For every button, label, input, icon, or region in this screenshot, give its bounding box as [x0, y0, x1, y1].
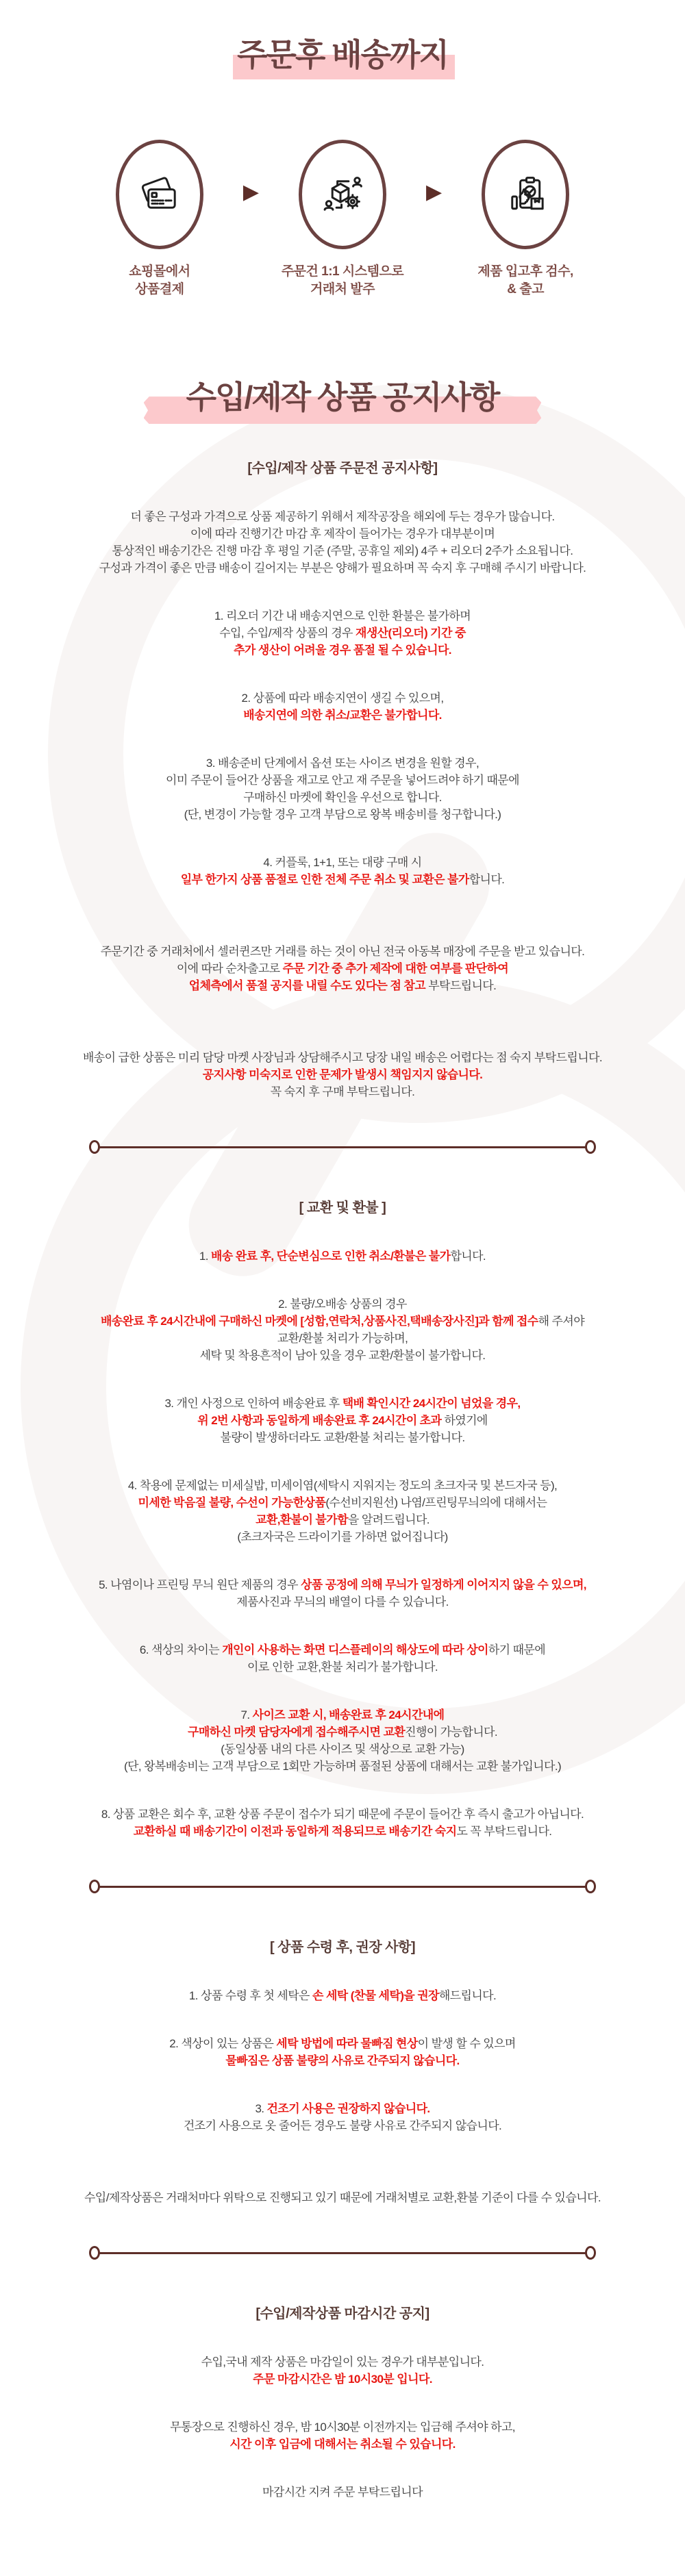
arrow-right-icon: ▶	[426, 180, 443, 203]
text-segment: 배송이 급한 상품은 미리 담당 마켓 사장님과 상담해주시고 당장 내일 배송은 어렵다는 점 숙지 부탁드립니다.	[82, 1051, 602, 1065]
text-segment: 택배 확인시간 24시간이 넘었을 경우,	[342, 1397, 521, 1411]
text-segment: 교환,환불이 불가함	[256, 1513, 348, 1527]
divider-ring-icon	[89, 1140, 100, 1154]
notice-paragraph	[27, 1296, 658, 1364]
text-segment: 부탁드립니다.	[428, 979, 497, 993]
notice-paragraph	[27, 2484, 658, 2501]
text-segment: 이에 따라 순차출고로	[176, 962, 283, 976]
order-process-diagram	[27, 140, 658, 299]
text-segment: 4. 커플룩, 1+1, 또는 대량 구매 시	[263, 856, 422, 870]
section-divider	[89, 2246, 596, 2260]
text-segment: 재생산(리오더) 기간 중	[356, 627, 466, 640]
text-segment: 꼭 숙지 후 구매 부탁드립니다.	[270, 1085, 415, 1099]
section-header: [ 상품 수령 후, 권장 사항]	[269, 1940, 416, 1956]
text-segment: 3. 배송준비 단계에서 옵션 또는 사이즈 변경을 원할 경우,	[206, 757, 480, 770]
text-segment: 수입/제작상품은 거래처마다 위탁으로 진행되고 있기 때문에 거래처별로 교환,환불 기준이 다를 수 있습니다.	[84, 2191, 601, 2205]
process-step-order-system	[263, 140, 422, 299]
divider-ring-icon	[89, 1880, 100, 1893]
text-segment: 2. 색상이 있는 상품은	[169, 2037, 277, 2051]
notice-paragraph	[27, 1641, 658, 1676]
text-segment: 1. 상품 수령 후 첫 세탁은	[188, 1989, 313, 2003]
text-segment: 7.	[240, 1708, 253, 1722]
step-label-line1: 제품 입고후 검수,	[477, 264, 573, 279]
step-circle	[116, 140, 203, 249]
text-segment: 건조기 사용으로 옷 줄어든 경우도 불량 사유로 간주되지 않습니다.	[183, 2119, 502, 2133]
text-segment: 통상적인 배송기간은 진행 마감 후 평일 기준 (주말, 공휴일 제외) 4주 + 리오더 2주가 소요됩니다.	[112, 544, 573, 558]
text-segment: (수선비지원선) 나염/프린팅무늬의에 대해서는	[325, 1496, 547, 1510]
text-segment: 일부 한가지 상품 품절로 인한 전체 주문 취소 및 교환은 불가	[180, 873, 469, 887]
text-segment: 사이즈 교환 시, 배송완료 후 24시간내에	[252, 1708, 445, 1722]
text-segment: 미세한 박음질 불량, 수선이 가능한상품	[138, 1496, 326, 1510]
notice-paragraph	[27, 1049, 658, 1100]
step-label-line2: 거래처 발주	[310, 282, 375, 297]
notice-paragraph	[27, 943, 658, 994]
credit-card-icon	[134, 169, 185, 220]
text-segment: (동일상품 내의 다른 사이즈 및 색상으로 교환 가능)	[221, 1743, 464, 1756]
text-segment: 1.	[199, 1250, 212, 1263]
text-segment: 주문 기간 중 추가 제작에 대한 여부를 판단하여	[282, 962, 509, 976]
page-title-wrap	[237, 38, 448, 73]
notice-paragraph	[27, 1477, 658, 1545]
divider-ring-icon	[585, 2246, 596, 2260]
page-title: 주문후 배송까지	[237, 37, 448, 73]
order-system-icon	[317, 169, 368, 220]
text-segment: 배송지연에 의한 취소/교환은 불가합니다.	[243, 709, 442, 722]
notice-paragraph	[27, 1395, 658, 1446]
text-segment: 구성과 가격이 좋은 만큼 배송이 길어지는 부분은 양해가 필요하며 꼭 숙지 후 구매해 주시기 바랍니다.	[99, 561, 586, 575]
text-segment: 8. 상품 교환은 회수 후, 교환 상품 주문이 접수가 되기 때문에 주문이 들어간 후 즉시 출고가 아닙니다.	[101, 1808, 584, 1821]
notice-sections	[27, 457, 658, 2501]
text-segment: 공지사항 미숙지로 인한 문제가 발생시 책임지지 않습니다.	[202, 1068, 483, 1082]
text-segment: 손 세탁 (찬물 세탁)을 권장	[312, 1989, 439, 2003]
divider-line	[99, 1886, 586, 1888]
text-segment: (초크자국은 드라이기를 가하면 없어집니다)	[237, 1530, 448, 1544]
step-label	[263, 263, 422, 299]
text-segment: 이 발생 할 수 있으며	[417, 2037, 516, 2051]
step-circle	[482, 140, 569, 249]
step-label-line1: 쇼핑몰에서	[129, 264, 190, 279]
text-segment: 합니다.	[450, 1250, 486, 1263]
text-segment: 더 좋은 구성과 가격으로 상품 제공하기 위해서 제작공장을 해외에 두는 경우가 많습니다.	[130, 510, 555, 524]
text-segment: (단, 변경이 가능할 경우 고객 부담으로 왕복 배송비를 청구합니다.)	[184, 808, 501, 822]
notice-paragraph	[27, 1576, 658, 1611]
inspection-icon	[500, 169, 551, 220]
text-segment: 교환/환불 처리가 가능하며,	[277, 1332, 408, 1346]
notice-paragraph	[27, 1806, 658, 1840]
text-segment: 시간 이후 입금에 대해서는 취소될 수 있습니다.	[229, 2438, 456, 2451]
text-segment: 3. 개인 사정으로 인하여 배송완료 후	[164, 1397, 342, 1411]
text-segment: 상품 공정에 의해 무늬가 일정하게 이어지지 않을 수 있으며,	[301, 1578, 586, 1592]
text-segment: 구매하신 마켓에 확인을 우선으로 합니다.	[243, 791, 442, 805]
text-segment: 추가 생산이 어려울 경우 품절 될 수 있습니다.	[234, 644, 451, 657]
text-segment: 주문 마감시간은 밤 10시30분 입니다.	[253, 2373, 432, 2386]
notice-paragraph	[27, 508, 658, 577]
text-segment: 3.	[255, 2102, 267, 2116]
notice-paragraph	[27, 2189, 658, 2206]
text-segment: (단, 왕복배송비는 고객 부담으로 1회만 가능하며 품절된 상품에 대해서는 교환 불가입니다.)	[123, 1760, 562, 1773]
arrow-right-icon: ▶	[242, 180, 259, 203]
text-segment: 세탁 방법에 따라 물빠짐 현상	[276, 2037, 418, 2051]
section-divider	[89, 1140, 596, 1154]
divider-line	[99, 1146, 586, 1148]
text-segment: 합니다.	[469, 873, 505, 887]
text-segment: 위 2번 사항과 동일하게 배송완료 후 24시간이 초과	[197, 1414, 445, 1428]
divider-ring-icon	[89, 2246, 100, 2260]
notice-paragraph	[27, 690, 658, 724]
text-segment: 교환하실 때 배송기간이 이전과 동일하게 적용되므로 배송기간 숙지	[133, 1825, 457, 1839]
text-segment: 배송 완료 후, 단순변심으로 인한 취소/환불은 불가	[211, 1250, 451, 1263]
text-segment: 이에 따라 진행기간 마감 후 제작이 들어가는 경우가 대부분이며	[190, 527, 495, 541]
text-segment: 주문기간 중 거래처에서 셀러퀸즈만 거래를 하는 것이 아닌 전국 아동복 매장에 주문을 받고 있습니다.	[100, 945, 585, 959]
step-label	[80, 263, 239, 299]
notice-paragraph	[27, 1987, 658, 2004]
notice-paragraph	[27, 2100, 658, 2134]
text-segment: 물빠짐은 상품 불량의 사유로 간주되지 않습니다.	[225, 2054, 460, 2068]
text-segment: 1. 리오더 기간 내 배송지연으로 인한 환불은 불가하며	[214, 609, 471, 623]
text-segment: 하였기에	[444, 1414, 488, 1428]
step-label-line1: 주문건 1:1 시스템으로	[281, 264, 404, 279]
text-segment: 이미 주문이 들어간 상품을 재고로 안고 재 주문을 넣어드려야 하기 때문에	[166, 774, 519, 787]
notice-paragraph	[27, 755, 658, 823]
text-segment: 수입, 수입/제작 상품의 경우	[219, 627, 356, 640]
text-segment: 제품사진과 무늬의 배열이 다를 수 있습니다.	[236, 1595, 449, 1609]
text-segment: 도 꼭 부탁드립니다.	[456, 1825, 552, 1839]
step-label-line2: 상품결제	[135, 282, 184, 297]
text-segment: 2. 불량/오배송 상품의 경우	[278, 1298, 407, 1311]
notice-paragraph	[27, 1706, 658, 1775]
text-segment: 해드립니다.	[438, 1989, 497, 2003]
notice-paragraph	[27, 607, 658, 659]
text-segment: 2. 상품에 따라 배송지연이 생길 수 있으며,	[241, 692, 444, 705]
section-header: [수입/제작 상품 주문전 공지사항]	[247, 461, 438, 477]
text-segment: 4. 착용에 문제없는 미세실밥, 미세이염(세탁시 지워지는 정도의 초크자국 및 본드자국 등),	[127, 1479, 558, 1493]
divider-line	[99, 2252, 586, 2254]
section-header: [수입/제작상품 마감시간 공지]	[256, 2306, 429, 2322]
text-segment: 마감시간 지켜 주문 부탁드립니다	[262, 2486, 423, 2499]
text-segment: 해 주셔야	[538, 1315, 585, 1328]
text-segment: 업체측에서 품절 공지를 내릴 수도 있다는 점 참고	[188, 979, 429, 993]
notice-title-block	[27, 380, 658, 415]
section-header: [ 교환 및 환불 ]	[299, 1200, 386, 1216]
text-segment: 5. 나염이나 프린팅 무늬 원단 제품의 경우	[99, 1578, 301, 1592]
step-label-line2: & 출고	[507, 282, 544, 297]
text-segment: 무통장으로 진행하신 경우, 밤 10시30분 이전까지는 입금해 주셔야 하고,	[170, 2421, 515, 2434]
notice-paragraph	[27, 2035, 658, 2069]
step-label	[446, 263, 605, 299]
text-segment: 수입,국내 제작 상품은 마감일이 있는 경우가 대부분입니다.	[201, 2356, 484, 2369]
divider-ring-icon	[585, 1880, 596, 1893]
text-segment: 개인이 사용하는 화면 디스플레이의 해상도에 따라 상이	[222, 1643, 488, 1657]
text-segment: 이로 인한 교환,환불 처리가 불가합니다.	[247, 1660, 438, 1674]
text-segment: 세탁 및 착용흔적이 남아 있을 경우 교환/환불이 불가합니다.	[199, 1349, 486, 1363]
text-segment: 진행이 가능합니다.	[405, 1726, 497, 1739]
text-segment: 불량이 발생하더라도 교환/환불 처리는 불가합니다.	[220, 1431, 465, 1445]
text-segment: 을 알려드립니다.	[347, 1513, 429, 1527]
text-segment: 하기 때문에	[488, 1643, 546, 1657]
step-circle	[299, 140, 386, 249]
process-step-inspection	[446, 140, 605, 299]
text-segment: 건조기 사용은 권장하지 않습니다.	[266, 2102, 430, 2116]
process-step-payment	[80, 140, 239, 299]
notice-paragraph	[27, 2419, 658, 2453]
notice-title: 수입/제작 상품 공지사항	[186, 379, 499, 415]
notice-title-wrap	[186, 380, 499, 415]
notice-paragraph	[27, 854, 658, 888]
text-segment: 구매하신 마켓 담당자에게 접수해주시면 교환	[188, 1726, 406, 1739]
divider-ring-icon	[585, 1140, 596, 1154]
section-divider	[89, 1880, 596, 1893]
notice-paragraph	[27, 1248, 658, 1265]
text-segment: 6. 색상의 차이는	[139, 1643, 223, 1657]
text-segment: 배송완료 후 24시간내에 구매하신 마켓에 [성함,연락처,상품사진,택배송장사진]과 함께 접수	[100, 1315, 538, 1328]
notice-paragraph	[27, 2353, 658, 2388]
